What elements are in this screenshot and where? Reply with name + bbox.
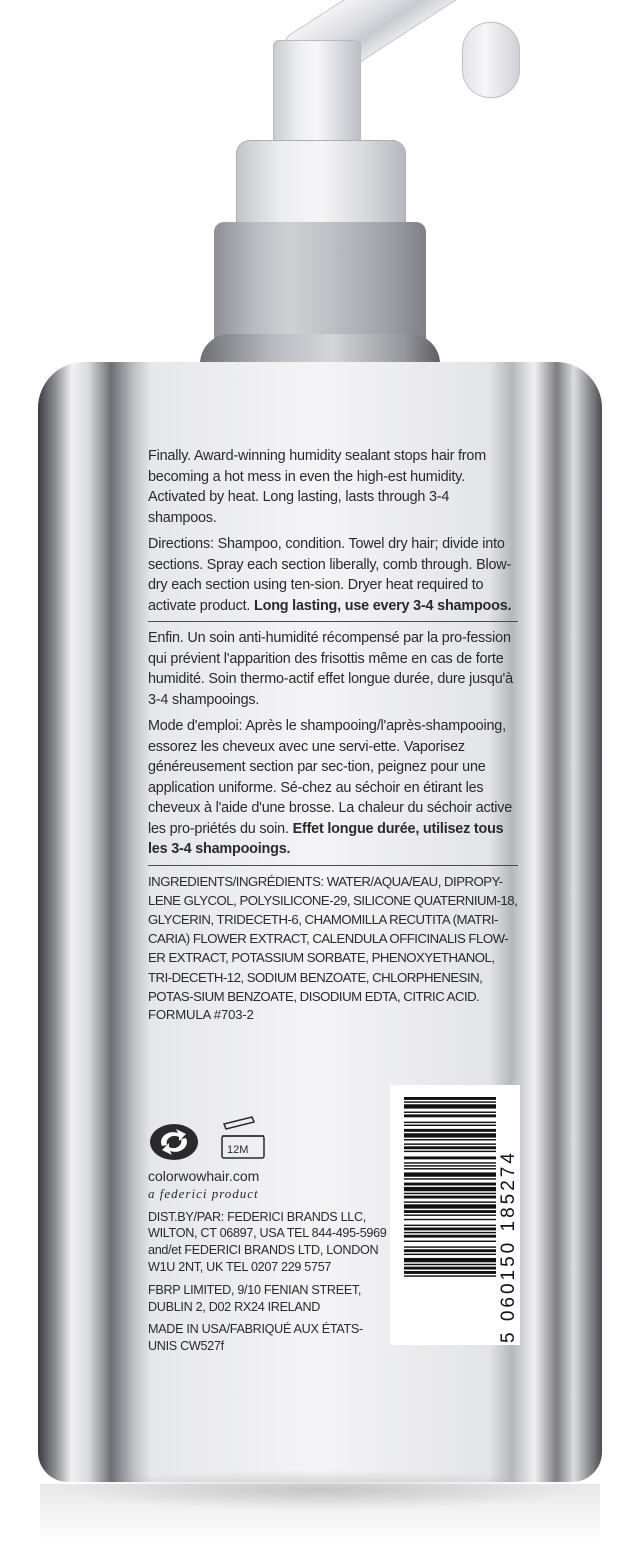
- barcode-number-wrap: [498, 1093, 519, 1343]
- barcode-bar: [404, 1264, 496, 1265]
- product-label: [148, 446, 518, 1024]
- bottle-reflection: [40, 1484, 600, 1545]
- barcode-bar: [404, 1165, 496, 1166]
- barcode-bar: [404, 1125, 496, 1126]
- barcode-bar: [404, 1156, 496, 1159]
- english-directions-text: Directions: Shampoo, condition. Towel dry hair; divide into sections. Spray each section liberally, comb through. Blow-dry each section using ten-sion. Dryer heat required to activate product.: [148, 536, 512, 614]
- barcode-bar: [404, 1183, 496, 1186]
- symbol-row: [148, 1116, 388, 1162]
- barcode-bar: [404, 1101, 496, 1102]
- distributor-info: DIST.BY/PAR: FEDERICI BRANDS LLC, WILTON, CT 06897, USA TEL 844-495-5969 and/et FEDERICI BRANDS LTD, LONDON W1U 2NT, UK TEL 0207 229 5757: [148, 1209, 387, 1274]
- barcode-bar: [404, 1122, 496, 1123]
- barcode-bar: [404, 1114, 496, 1117]
- barcode-bar: [404, 1201, 496, 1202]
- formula-number: FORMULA #703-2: [148, 1006, 254, 1022]
- nozzle-tip: [462, 22, 520, 98]
- recycle-icon: [148, 1122, 200, 1162]
- ireland-address: FBRP LIMITED, 9/10 FENIAN STREET, DUBLIN 2, D02 RX24 IRELAND: [148, 1282, 362, 1314]
- barcode-bars: [404, 1097, 496, 1333]
- barcode-bar: [404, 1196, 496, 1199]
- label-divider: [148, 621, 518, 622]
- barcode-number: 5 060150 185274: [498, 1150, 519, 1343]
- open-jar-icon: [218, 1116, 268, 1162]
- barcode-bar: [404, 1267, 496, 1270]
- barcode-bar: [404, 1249, 496, 1252]
- brand-tagline: a federici product: [148, 1185, 259, 1201]
- barcode-bar: [404, 1219, 496, 1220]
- barcode-bar: [404, 1232, 496, 1233]
- label-footer: [148, 1116, 388, 1361]
- barcode: [390, 1085, 520, 1345]
- barcode-bar: [404, 1097, 496, 1100]
- english-directions: [148, 534, 518, 616]
- french-directions: [148, 716, 518, 860]
- barcode-bar: [404, 1193, 496, 1194]
- barcode-bar: [404, 1271, 496, 1274]
- pump-collar: [236, 140, 406, 232]
- barcode-bar: [404, 1214, 496, 1215]
- barcode-bar: [404, 1275, 496, 1276]
- barcode-bar: [404, 1151, 496, 1152]
- barcode-bar: [404, 1178, 496, 1179]
- barcode-bar: [404, 1162, 496, 1163]
- barcode-bar: [404, 1204, 496, 1208]
- barcode-bar: [404, 1241, 496, 1242]
- barcode-bar: [404, 1112, 496, 1113]
- english-description: Finally. Award-winning humidity sealant stops hair from becoming a hot mess in even the high-est humidity. Activated by heat. Long lasting, lasts through 3-4 shampoos.: [148, 448, 486, 526]
- pao-label: 12M: [227, 1144, 249, 1156]
- barcode-bar: [404, 1187, 496, 1191]
- barcode-bar: [404, 1258, 496, 1262]
- french-description: Enfin. Un soin anti-humidité récompensé par la pro-fession qui prévient l'apparition des frisottis même en cas de forte humidité. Soin thermo-actif effet longue durée, dure jusqu'à 3-4 shampooings.: [148, 630, 513, 708]
- barcode-bar: [404, 1133, 496, 1137]
- bottle-cap: [214, 222, 426, 340]
- barcode-bar: [404, 1228, 496, 1231]
- barcode-bar: [404, 1104, 496, 1108]
- french-directions-bold: Effet longue durée, utilisez tous les 3-4 shampooings.: [148, 820, 504, 857]
- barcode-bar: [404, 1139, 496, 1140]
- barcode-bar: [404, 1129, 496, 1132]
- barcode-bar: [404, 1246, 496, 1247]
- french-directions-text: Mode d'emploi: Après le shampooing/l'après-shampooing, essorez les cheveux avec une servi-ette. Vaporisez généreusement section par sec-tion, peignez pour une application uniforme. Sé-chez au séchoir en étirant les cheveux à l'aide d'une brosse. La chaleur du séchoir active les pro-priétés du soin.: [148, 718, 513, 837]
- barcode-bar: [404, 1225, 496, 1226]
- barcode-bar: [404, 1143, 496, 1144]
- barcode-bar: [404, 1168, 496, 1169]
- barcode-bar: [404, 1254, 496, 1255]
- barcode-bar: [404, 1210, 496, 1213]
- barcode-bar: [404, 1146, 496, 1149]
- ingredients-divider: [148, 865, 518, 866]
- english-directions-bold: Long lasting, use every 3-4 shampoos.: [254, 597, 512, 614]
- country-of-origin: MADE IN USA/FABRIQUÉ AUX ÉTATS-UNIS CW527f: [148, 1322, 363, 1354]
- barcode-bar: [404, 1235, 496, 1238]
- ingredients-list: INGREDIENTS/INGRÉDIENTS: WATER/AQUA/EAU, DIPROPY-LENE GLYCOL, POLYSILICONE-29, SILICONE QUATERNIUM-18, GLYCERIN, TRIDECETH-6, CHAMOMILLA RECUTITA (MATRI-CARIA) FLOWER EXTRACT, CALENDULA OFFICINALIS FLOW-ER EXTRACT, POTASSIUM SORBATE, PHENOXYETHANOL, TRI-DECETH-12, SODIUM BENZOATE, CHLORPHENESIN, POTAS-SIUM BENZOATE, DISODIUM EDTA, CITRIC ACID.: [148, 873, 518, 1004]
- website-url: colorwowhair.com: [148, 1168, 260, 1184]
- barcode-bar: [404, 1172, 496, 1176]
